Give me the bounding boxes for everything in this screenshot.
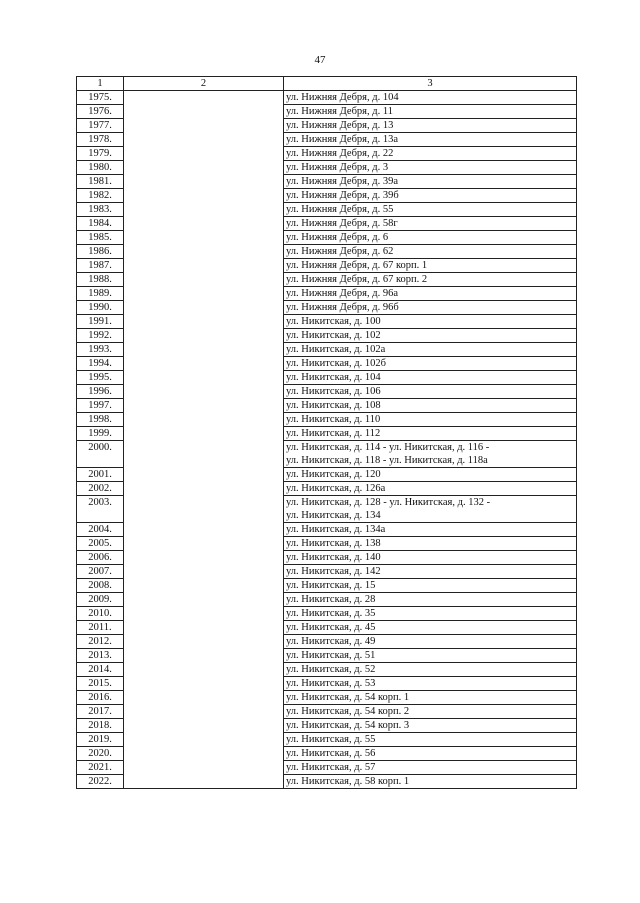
address-line: ул. Никитская, д. 134: [286, 510, 381, 521]
table-row: [77, 385, 577, 399]
table-row: [77, 427, 577, 441]
address-cell: [284, 119, 577, 133]
row-number: 1991.: [77, 315, 124, 329]
table-row: [77, 343, 577, 357]
empty-cell: [124, 565, 284, 579]
address-cell: [284, 496, 577, 523]
row-number: 2012.: [77, 635, 124, 649]
table-row: [77, 91, 577, 105]
address-line: ул. Никитская, д. 57: [286, 762, 376, 773]
row-number: 1995.: [77, 371, 124, 385]
table-row: [77, 733, 577, 747]
address-line: ул. Никитская, д. 102б: [286, 358, 386, 369]
address-line: ул. Нижняя Дебря, д. 3: [286, 162, 389, 173]
empty-cell: [124, 705, 284, 719]
row-number: 2002.: [77, 482, 124, 496]
address-line: ул. Никитская, д. 134а: [286, 524, 386, 535]
row-number: 1993.: [77, 343, 124, 357]
empty-cell: [124, 147, 284, 161]
empty-cell: [124, 245, 284, 259]
address-line: ул. Нижняя Дебря, д. 13а: [286, 134, 399, 145]
empty-cell: [124, 91, 284, 105]
empty-cell: [124, 733, 284, 747]
address-cell: [284, 231, 577, 245]
address-line: ул. Никитская, д. 55: [286, 734, 376, 745]
address-line: ул. Никитская, д. 58 корп. 1: [286, 776, 410, 787]
table-row: [77, 329, 577, 343]
address-cell: [284, 691, 577, 705]
table-row: [77, 523, 577, 537]
address-cell: [284, 733, 577, 747]
table-row: [77, 119, 577, 133]
table-row: [77, 217, 577, 231]
empty-cell: [124, 119, 284, 133]
address-cell: [284, 565, 577, 579]
address-line: ул. Никитская, д. 56: [286, 748, 376, 759]
column-header-2: 2: [124, 77, 284, 91]
table-row: [77, 231, 577, 245]
address-cell: [284, 468, 577, 482]
address-line: ул. Никитская, д. 108: [286, 400, 381, 411]
empty-cell: [124, 635, 284, 649]
table-row: [77, 579, 577, 593]
address-line: ул. Никитская, д. 118 - ул. Никитская, д. 118а: [286, 455, 488, 466]
table-header: [77, 77, 577, 91]
address-cell: [284, 593, 577, 607]
address-line: ул. Нижняя Дебря, д. 67 корп. 1: [286, 260, 428, 271]
address-cell: [284, 719, 577, 733]
empty-cell: [124, 301, 284, 315]
address-cell: [284, 649, 577, 663]
address-line: ул. Никитская, д. 45: [286, 622, 376, 633]
address-line: ул. Никитская, д. 128 - ул. Никитская, д. 132 -: [286, 497, 491, 508]
row-number: 1982.: [77, 189, 124, 203]
address-cell: [284, 91, 577, 105]
table-row: [77, 621, 577, 635]
row-number: 1985.: [77, 231, 124, 245]
address-cell: [284, 203, 577, 217]
address-cell: [284, 287, 577, 301]
empty-cell: [124, 482, 284, 496]
table-row: [77, 273, 577, 287]
row-number: 2005.: [77, 537, 124, 551]
row-number: 1987.: [77, 259, 124, 273]
address-line: ул. Нижняя Дебря, д. 55: [286, 204, 394, 215]
address-cell: [284, 579, 577, 593]
address-cell: [284, 607, 577, 621]
address-cell: [284, 147, 577, 161]
address-line: ул. Никитская, д. 100: [286, 316, 381, 327]
address-line: ул. Никитская, д. 28: [286, 594, 376, 605]
empty-cell: [124, 329, 284, 343]
table-body: [77, 91, 577, 789]
table-row: [77, 413, 577, 427]
address-cell: [284, 175, 577, 189]
table-row: [77, 315, 577, 329]
row-number: 2019.: [77, 733, 124, 747]
row-number: 2021.: [77, 761, 124, 775]
address-cell: [284, 329, 577, 343]
empty-cell: [124, 189, 284, 203]
address-cell: [284, 677, 577, 691]
table-row: [77, 607, 577, 621]
row-number: 1975.: [77, 91, 124, 105]
row-number: 1980.: [77, 161, 124, 175]
address-line: ул. Никитская, д. 102а: [286, 344, 386, 355]
table-row: [77, 691, 577, 705]
table-row: [77, 482, 577, 496]
row-number: 2020.: [77, 747, 124, 761]
empty-cell: [124, 273, 284, 287]
row-number: 2007.: [77, 565, 124, 579]
empty-cell: [124, 691, 284, 705]
empty-cell: [124, 775, 284, 789]
address-line: ул. Никитская, д. 53: [286, 678, 376, 689]
address-cell: [284, 705, 577, 719]
row-number: 1986.: [77, 245, 124, 259]
table-row: [77, 593, 577, 607]
address-cell: [284, 315, 577, 329]
address-line: ул. Никитская, д. 15: [286, 580, 376, 591]
table-row: [77, 301, 577, 315]
row-number: 2011.: [77, 621, 124, 635]
address-line: ул. Нижняя Дебря, д. 13: [286, 120, 394, 131]
row-number: 1990.: [77, 301, 124, 315]
empty-cell: [124, 621, 284, 635]
row-number: 2016.: [77, 691, 124, 705]
table-row: [77, 175, 577, 189]
table-row: [77, 287, 577, 301]
address-cell: [284, 523, 577, 537]
address-cell: [284, 161, 577, 175]
empty-cell: [124, 385, 284, 399]
address-cell: [284, 343, 577, 357]
empty-cell: [124, 663, 284, 677]
table-row: [77, 371, 577, 385]
address-line: ул. Нижняя Дебря, д. 96б: [286, 302, 399, 313]
empty-cell: [124, 371, 284, 385]
address-line: ул. Нижняя Дебря, д. 22: [286, 148, 394, 159]
table-row: [77, 357, 577, 371]
address-cell: [284, 761, 577, 775]
row-number: 1994.: [77, 357, 124, 371]
address-line: ул. Нижняя Дебря, д. 39а: [286, 176, 399, 187]
address-line: ул. Нижняя Дебря, д. 96а: [286, 288, 399, 299]
table-row: [77, 663, 577, 677]
address-cell: [284, 747, 577, 761]
address-line: ул. Никитская, д. 104: [286, 372, 381, 383]
address-line: ул. Никитская, д. 126а: [286, 483, 386, 494]
empty-cell: [124, 399, 284, 413]
table-row: [77, 105, 577, 119]
address-cell: [284, 301, 577, 315]
address-cell: [284, 427, 577, 441]
empty-cell: [124, 175, 284, 189]
row-number: 2000.: [77, 441, 124, 468]
empty-cell: [124, 761, 284, 775]
table-row: [77, 161, 577, 175]
table-row: [77, 496, 577, 523]
row-number: 1988.: [77, 273, 124, 287]
row-number: 1992.: [77, 329, 124, 343]
empty-cell: [124, 161, 284, 175]
empty-cell: [124, 427, 284, 441]
page-number: 47: [314, 54, 326, 66]
empty-cell: [124, 719, 284, 733]
address-cell: [284, 635, 577, 649]
row-number: 2008.: [77, 579, 124, 593]
address-cell: [284, 399, 577, 413]
empty-cell: [124, 203, 284, 217]
address-cell: [284, 189, 577, 203]
row-number: 1996.: [77, 385, 124, 399]
address-cell: [284, 537, 577, 551]
table-row: [77, 775, 577, 789]
address-cell: [284, 621, 577, 635]
table-row: [77, 747, 577, 761]
row-number: 1989.: [77, 287, 124, 301]
table-row: [77, 441, 577, 468]
row-number: 1977.: [77, 119, 124, 133]
address-cell: [284, 245, 577, 259]
address-line: ул. Никитская, д. 54 корп. 3: [286, 720, 410, 731]
address-cell: [284, 775, 577, 789]
empty-cell: [124, 133, 284, 147]
address-line: ул. Никитская, д. 102: [286, 330, 381, 341]
table-row: [77, 635, 577, 649]
empty-cell: [124, 343, 284, 357]
column-header-1: 1: [77, 77, 124, 91]
address-line: ул. Никитская, д. 35: [286, 608, 376, 619]
address-cell: [284, 273, 577, 287]
address-line: ул. Никитская, д. 54 корп. 1: [286, 692, 410, 703]
address-line: ул. Никитская, д. 112: [286, 428, 381, 439]
address-line: ул. Никитская, д. 110: [286, 414, 381, 425]
table-row: [77, 565, 577, 579]
address-line: ул. Никитская, д. 120: [286, 469, 381, 480]
table-row: [77, 189, 577, 203]
empty-cell: [124, 523, 284, 537]
row-number: 2004.: [77, 523, 124, 537]
row-number: 2013.: [77, 649, 124, 663]
row-number: 2017.: [77, 705, 124, 719]
address-line: ул. Никитская, д. 51: [286, 650, 376, 661]
empty-cell: [124, 287, 284, 301]
empty-cell: [124, 649, 284, 663]
empty-cell: [124, 468, 284, 482]
table-row: [77, 147, 577, 161]
address-cell: [284, 357, 577, 371]
empty-cell: [124, 105, 284, 119]
row-number: 2010.: [77, 607, 124, 621]
address-line: ул. Никитская, д. 54 корп. 2: [286, 706, 410, 717]
address-line: ул. Нижняя Дебря, д. 6: [286, 232, 389, 243]
row-number: 1984.: [77, 217, 124, 231]
empty-cell: [124, 217, 284, 231]
empty-cell: [124, 231, 284, 245]
address-cell: [284, 482, 577, 496]
table-row: [77, 537, 577, 551]
table-row: [77, 551, 577, 565]
table-row: [77, 203, 577, 217]
empty-cell: [124, 677, 284, 691]
header-row: [77, 77, 577, 91]
table-row: [77, 259, 577, 273]
table-row: [77, 719, 577, 733]
row-number: 2006.: [77, 551, 124, 565]
address-line: ул. Никитская, д. 106: [286, 386, 381, 397]
empty-cell: [124, 259, 284, 273]
table-row: [77, 245, 577, 259]
address-cell: [284, 371, 577, 385]
address-cell: [284, 441, 577, 468]
row-number: 2022.: [77, 775, 124, 789]
row-number: 1997.: [77, 399, 124, 413]
address-cell: [284, 413, 577, 427]
empty-cell: [124, 441, 284, 468]
address-cell: [284, 385, 577, 399]
empty-cell: [124, 747, 284, 761]
empty-cell: [124, 593, 284, 607]
row-number: 1976.: [77, 105, 124, 119]
address-line: ул. Нижняя Дебря, д. 67 корп. 2: [286, 274, 428, 285]
row-number: 1983.: [77, 203, 124, 217]
address-cell: [284, 259, 577, 273]
table-row: [77, 468, 577, 482]
empty-cell: [124, 579, 284, 593]
address-line: ул. Никитская, д. 138: [286, 538, 381, 549]
address-cell: [284, 551, 577, 565]
row-number: 2009.: [77, 593, 124, 607]
address-line: ул. Никитская, д. 114 - ул. Никитская, д. 116 -: [286, 442, 490, 453]
table-row: [77, 649, 577, 663]
row-number: 1981.: [77, 175, 124, 189]
row-number: 1979.: [77, 147, 124, 161]
column-header-3: 3: [284, 77, 577, 91]
row-number: 2015.: [77, 677, 124, 691]
table-row: [77, 133, 577, 147]
row-number: 2018.: [77, 719, 124, 733]
row-number: 1978.: [77, 133, 124, 147]
empty-cell: [124, 413, 284, 427]
address-cell: [284, 105, 577, 119]
address-line: ул. Нижняя Дебря, д. 104: [286, 92, 399, 103]
address-cell: [284, 217, 577, 231]
row-number: 1998.: [77, 413, 124, 427]
row-number: 2003.: [77, 496, 124, 523]
table-row: [77, 399, 577, 413]
empty-cell: [124, 315, 284, 329]
empty-cell: [124, 551, 284, 565]
address-cell: [284, 663, 577, 677]
table-row: [77, 761, 577, 775]
address-line: ул. Никитская, д. 142: [286, 566, 381, 577]
address-line: ул. Нижняя Дебря, д. 58г: [286, 218, 398, 229]
address-line: ул. Нижняя Дебря, д. 39б: [286, 190, 399, 201]
table-row: [77, 705, 577, 719]
address-line: ул. Нижняя Дебря, д. 62: [286, 246, 394, 257]
empty-cell: [124, 496, 284, 523]
address-line: ул. Никитская, д. 52: [286, 664, 376, 675]
table-row: [77, 677, 577, 691]
row-number: 2001.: [77, 468, 124, 482]
address-table: [76, 76, 577, 789]
address-line: ул. Никитская, д. 49: [286, 636, 376, 647]
address-cell: [284, 133, 577, 147]
address-line: ул. Нижняя Дебря, д. 11: [286, 106, 393, 117]
row-number: 2014.: [77, 663, 124, 677]
empty-cell: [124, 607, 284, 621]
address-line: ул. Никитская, д. 140: [286, 552, 381, 563]
row-number: 1999.: [77, 427, 124, 441]
empty-cell: [124, 537, 284, 551]
empty-cell: [124, 357, 284, 371]
